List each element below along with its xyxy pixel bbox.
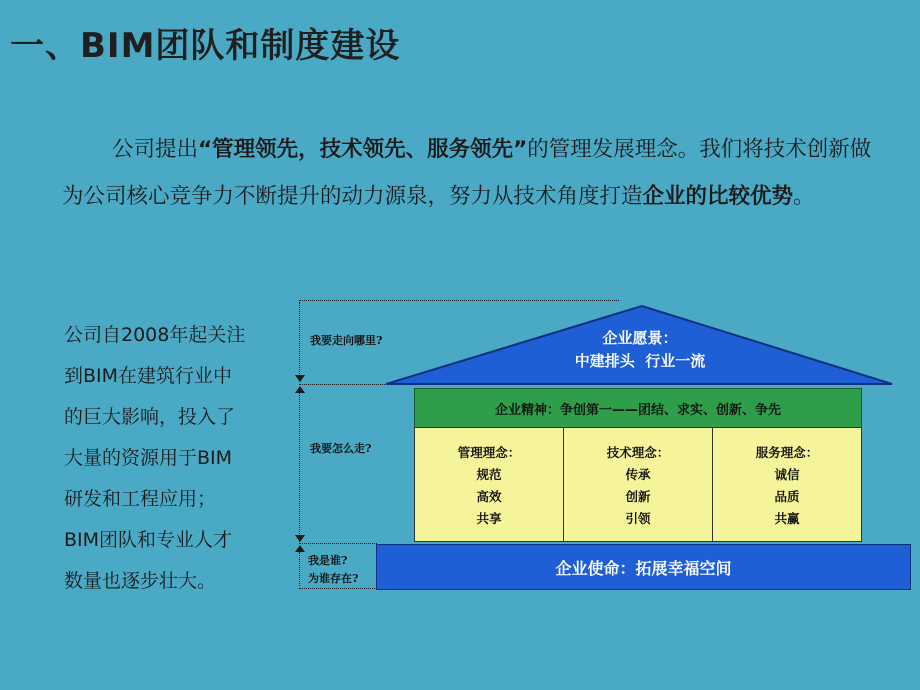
vision-heading: 企业愿景： — [602, 329, 678, 347]
side-paragraph — [64, 315, 279, 602]
bracket-line-3 — [299, 552, 300, 586]
intro-bold2: 企业的比较优势 — [642, 184, 794, 209]
pillar-item: 共享 — [476, 511, 502, 526]
arrow-down-icon — [295, 535, 305, 542]
side-line: BIM团队和专业人才 — [64, 529, 233, 551]
question-where: 我要走向哪里? — [310, 334, 383, 347]
bracket-line-2 — [299, 392, 300, 542]
vision-content: 中建排头 行业一流 — [574, 352, 706, 370]
side-line: 大量的资源用于BIM — [64, 447, 233, 469]
side-line: 的巨大影响，投入了 — [64, 406, 236, 428]
pillar-technology — [564, 428, 713, 541]
pillar-heading: 管理理念： — [457, 445, 521, 460]
pillar-item: 创新 — [625, 489, 651, 504]
intro-part1: 公司提出 — [112, 137, 199, 162]
mission-base: 企业使命：拓展幸福空间 — [376, 544, 911, 590]
arrow-up-icon — [295, 545, 305, 552]
side-line: 研发和工程应用； — [64, 488, 217, 510]
side-line: 到BIM在建筑行业中 — [64, 365, 233, 387]
arrow-down-icon — [295, 375, 305, 382]
pillar-item: 高效 — [476, 489, 502, 504]
intro-part2: 的管理发展理念。我们将技术创新做为公司核心竞争力不断提升的动力源泉，努力从技术角度打造 — [62, 137, 872, 209]
pillar-management — [415, 428, 564, 541]
pillar-item: 规范 — [476, 467, 502, 482]
pillar-item: 品质 — [774, 489, 800, 504]
slide-title: 一、BIM团队和制度建设 — [10, 26, 401, 66]
pillar-item: 引领 — [625, 511, 651, 526]
pillar-item: 传承 — [625, 467, 651, 482]
intro-part3: 。 — [793, 184, 815, 209]
pillar-heading: 服务理念： — [755, 445, 819, 460]
side-line: 数量也逐步壮大。 — [64, 570, 217, 592]
pillar-item: 诚信 — [774, 467, 800, 482]
side-line: 公司自2008年起关注 — [64, 324, 246, 346]
bracket-line-1 — [299, 302, 300, 382]
pillars — [414, 427, 862, 542]
bracket-roof-guide — [299, 384, 387, 385]
question-for-whom: 为谁存在? — [308, 572, 359, 585]
intro-paragraph — [62, 126, 887, 220]
bracket-top-guide — [299, 300, 619, 301]
intro-bold1: “管理领先，技术领先、服务领先” — [198, 137, 528, 162]
arrow-up-icon — [295, 386, 305, 393]
question-who: 我是谁? — [308, 554, 348, 567]
pillar-item: 共赢 — [774, 511, 800, 526]
pillar-heading: 技术理念： — [606, 445, 670, 460]
spirit-band: 企业精神：争创第一——团结、求实、创新、争先 — [414, 388, 862, 428]
bracket-base-guide — [299, 543, 377, 544]
question-how: 我要怎么走? — [310, 442, 372, 455]
bracket-bottom-guide — [299, 588, 377, 589]
pillar-service — [713, 428, 861, 541]
